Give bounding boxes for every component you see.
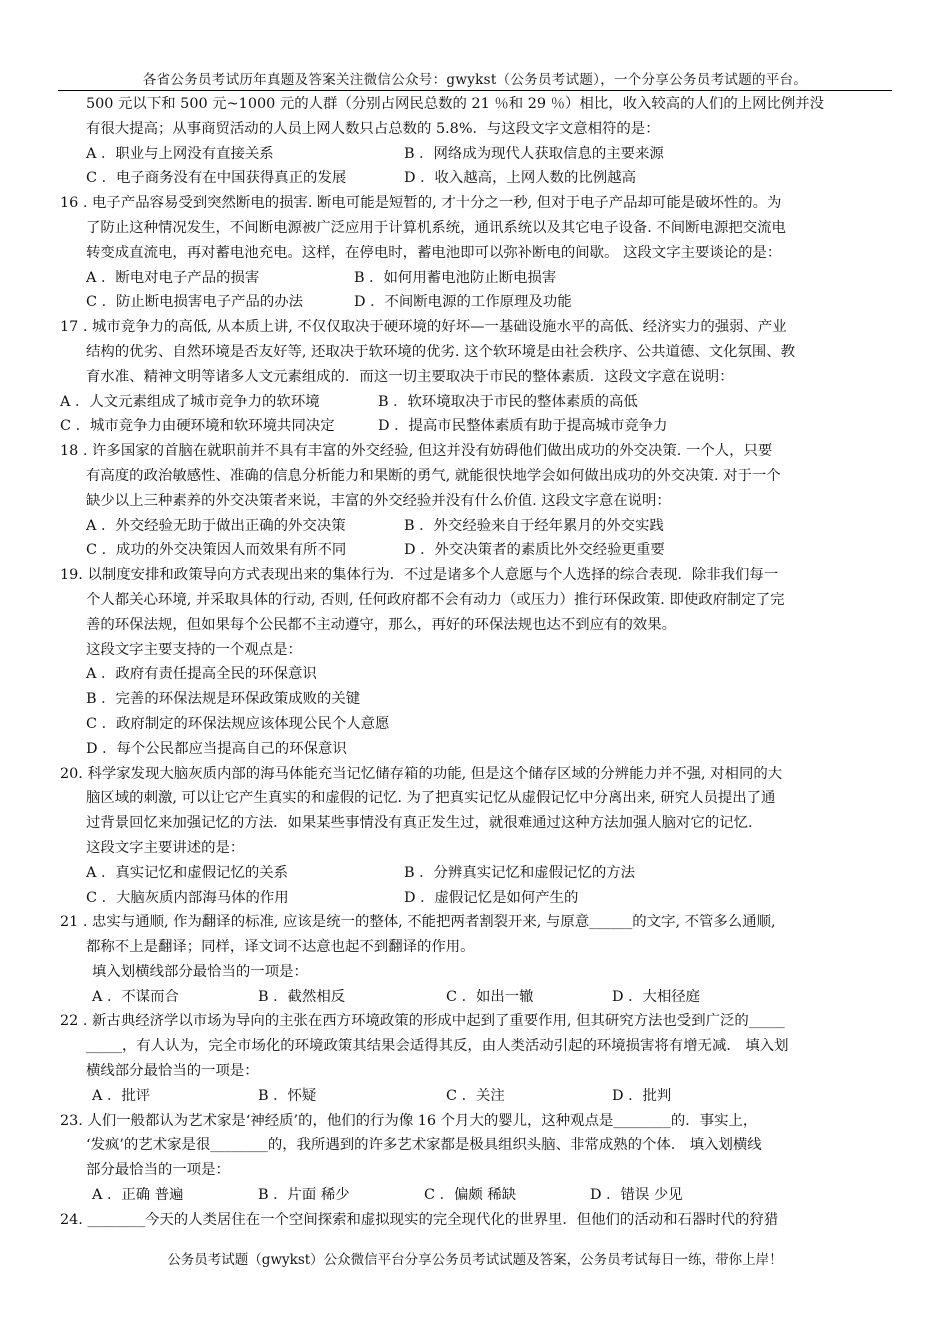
q17-text-line: 结构的优劣、自然环境是否友好等, 还取决于软环境的优劣. 这个软环境是由社会秩序、公共道德、文化氛围、教 bbox=[86, 343, 796, 360]
q23-option-a: A ．正确 普遍 bbox=[92, 1187, 184, 1204]
q21-prompt: 填入划横线部分最恰当的一项是： bbox=[92, 963, 308, 980]
q22-options-row bbox=[60, 1084, 892, 1109]
q15-option-a: A ．职业与上网没有直接关系 bbox=[86, 145, 274, 162]
q20-options-row bbox=[60, 861, 892, 886]
q15-options-row bbox=[60, 142, 892, 167]
q18-option-d: D ．外交决策者的素质比外交经验更重要 bbox=[404, 542, 665, 559]
q19-option-a: A ．政府有责任提高全民的环保意识 bbox=[86, 666, 317, 683]
q17-text-line: 育水准、精神文明等诸多人文元素组成的．而这一切主要取决于市民的整体素质．这段文字意在说明： bbox=[86, 368, 734, 385]
q18-text-line: 18 . 许多国家的首脑在就职前并不具有丰富的外交经验, 但这并没有妨碍他们做出成功的外交决策. 一个人，只要 bbox=[60, 443, 773, 460]
q20-text-line: 过背景回忆来加强记忆的方法．如果某些事情没有真正发生过，就很难通过这种方法加强人脑对它的记忆. bbox=[86, 815, 753, 832]
q21-text-line: 都称不上是翻译；同样，译文词不达意也起不到翻译的作用。 bbox=[86, 939, 475, 956]
q22-option-b: B ．怀疑 bbox=[258, 1087, 317, 1104]
q22-option-c: C ．关注 bbox=[446, 1087, 505, 1104]
q16-text-line: 了防止这种情况发生，不间断电源被广泛应用于计算机系统，通讯系统以及其它电子设备. 不间断电源把交流电 bbox=[86, 219, 786, 236]
q22-option-a: A ．批评 bbox=[92, 1087, 151, 1104]
q23-text-line: 23. 人们一般都认为艺术家是‘神经质’的，他们的行为像 16 个月大的婴儿，这种观点是________的．事实上， bbox=[60, 1112, 758, 1129]
q17-option-c: C ．城市竞争力由硬环境和软环境共同决定 bbox=[60, 418, 335, 435]
q16-option-b: B ．如何用蓄电池防止断电损害 bbox=[354, 269, 557, 286]
q20-text-line: 脑区域的刺激, 可以让它产生真实的和虚假的记忆. 为了把真实记忆从虚假记忆中分离出来, 研究人员提出了通 bbox=[86, 790, 776, 807]
q20-option-b: B ．分辨真实记忆和虚假记忆的方法 bbox=[404, 864, 636, 881]
q20-option-a: A ．真实记忆和虚假记忆的关系 bbox=[86, 864, 289, 881]
q22-option-d: D ．批判 bbox=[612, 1087, 672, 1104]
q17-options-row bbox=[60, 390, 892, 415]
q15-option-d: D ．收入越高，上网人数的比例越高 bbox=[404, 170, 636, 187]
q21-option-c: C ．如出一辙 bbox=[446, 988, 534, 1005]
q18-options-row bbox=[60, 538, 892, 563]
q22-text-line: _____，有人认为，完全市场化的环境政策其结果会适得其反，由人类活动引起的环境损害将有增无减． 填入划 bbox=[86, 1038, 789, 1055]
q18-option-c: C ．成功的外交决策因人而效果有所不同 bbox=[86, 542, 347, 559]
q23-text-line: ‘发疯’的艺术家是很________的，我所遇到的许多艺术家都是极具组织头脑、非常成熟的个体． 填入划横线 bbox=[86, 1137, 762, 1154]
q15-options-row bbox=[60, 166, 892, 191]
q15-option-b: B ．网络成为现代人获取信息的主要来源 bbox=[404, 145, 664, 162]
q24-text-line: 24. ________今天的人类居住在一个空间探索和虚拟现实的完全现代化的世界里．但他们的活动和石器时代的狩猎 bbox=[60, 1211, 779, 1228]
q19-text-line: 个人都关心环境, 并采取具体的行动, 否则, 任何政府都不会有动力（或压力）推行环保政策. 即使政府制定了完 bbox=[86, 591, 785, 608]
q17-option-b: B ．软环境取决于市民的整体素质的高低 bbox=[378, 393, 638, 410]
page-footer: 公务员考试题（gwykst）公众微信平台分享公务员考试试题及答案，公务员考试每日一练，带你上岸！ bbox=[167, 1252, 783, 1268]
q16-text-line: 转变成直流电，再对蓄电池充电。这样，在停电时，蓄电池即可以弥补断电的间歇。 这段文字主要谈论的是： bbox=[86, 244, 782, 261]
q19-option-b: B ．完善的环保法规是环保政策成败的关键 bbox=[86, 691, 361, 708]
q23-text-line: 部分最恰当的一项是： bbox=[86, 1162, 230, 1179]
q17-text-line: 17 . 城市竞争力的高低, 从本质上讲, 不仅仅取决于硬环境的好坏—一基础设施水平的高低、经济实力的强弱、产业 bbox=[60, 319, 787, 336]
q19-text-line: 善的环保法规，但如果每个公民都不主动遵守，那么，再好的环保法规也达不到应有的效果。 bbox=[86, 616, 677, 633]
q23-option-b: B ．片面 稀少 bbox=[258, 1187, 350, 1204]
q15-option-c: C ．电子商务没有在中国获得真正的发展 bbox=[86, 170, 347, 187]
q19-prompt: 这段文字主要支持的一个观点是： bbox=[86, 641, 302, 658]
q18-options-row bbox=[60, 514, 892, 539]
q16-text-line: 16 . 电子产品容易受到突然断电的损害. 断电可能是短暂的, 才十分之一秒, 但对于电子产品却可能是破坏性的。为 bbox=[60, 195, 782, 212]
q16-options-row bbox=[60, 290, 892, 315]
q23-options-row bbox=[60, 1183, 892, 1208]
q20-option-c: C ．大脑灰质内部海马体的作用 bbox=[86, 889, 289, 906]
q20-option-d: D ．虚假记忆是如何产生的 bbox=[404, 889, 579, 906]
q16-option-a: A ．断电对电子产品的损害 bbox=[86, 269, 260, 286]
q18-option-a: A ．外交经验无助于做出正确的外交决策 bbox=[86, 517, 346, 534]
q20-prompt: 这段文字主要讲述的是： bbox=[86, 839, 245, 856]
q17-option-d: D ．提高市民整体素质有助于提高城市竞争力 bbox=[378, 418, 668, 435]
q21-option-a: A ．不谋而合 bbox=[92, 988, 179, 1005]
q20-options-row bbox=[60, 886, 892, 911]
q22-text-line: 横线部分最恰当的一项是： bbox=[86, 1063, 259, 1080]
q21-option-d: D ．大相径庭 bbox=[612, 988, 701, 1005]
document-body bbox=[60, 92, 892, 1233]
q22-text-line: 22 . 新古典经济学以市场为导向的主张在西方环境政策的形成中起到了重要作用, 但其研究方法也受到广泛的_____ bbox=[60, 1013, 785, 1030]
q15-text-line: 有很大提高；从事商贸活动的人员上网人数只占总数的 5.8%．与这段文字文意相符的是： bbox=[86, 120, 660, 137]
q16-option-d: D ．不间断电源的工作原理及功能 bbox=[354, 294, 572, 311]
q18-option-b: B ．外交经验来自于经年累月的外交实践 bbox=[404, 517, 664, 534]
q21-option-b: B ．截然相反 bbox=[258, 988, 346, 1005]
q18-text-line: 缺少以上三种素养的外交决策者来说，丰富的外交经验并没有什么价值. 这段文字意在说明： bbox=[86, 492, 671, 509]
q16-options-row bbox=[60, 266, 892, 291]
q18-text-line: 有高度的政治敏感性、准确的信息分析能力和果断的勇气, 就能很快地学会如何做出成功的外交决策. 对于一个 bbox=[86, 467, 781, 484]
q17-options-row bbox=[60, 414, 892, 439]
q19-text-line: 19. 以制度安排和政策导向方式表现出来的集体行为．不过是诸多个人意愿与个人选择的综合表现．除非我们每一 bbox=[60, 567, 779, 584]
q17-option-a: A ．人文元素组成了城市竞争力的软环境 bbox=[60, 393, 320, 410]
q19-option-d: D ．每个公民都应当提高自己的环保意识 bbox=[86, 740, 347, 757]
q20-text-line: 20. 科学家发现大脑灰质内部的海马体能充当记忆储存箱的功能, 但是这个储存区域的分辨能力并不强, 对相同的大 bbox=[60, 765, 783, 782]
q21-options-row bbox=[60, 985, 892, 1010]
q21-text-line: 21 . 忠实与通顺, 作为翻译的标准, 应该是统一的整体, 不能把两者割裂开来, 与原意______的文字, 不管多么通顺, bbox=[60, 914, 776, 931]
q23-option-c: C ．偏颇 稀缺 bbox=[424, 1187, 517, 1204]
q15-text-line: 500 元以下和 500 元~1000 元的人群（分别占网民总数的 21 ％和 29 ％）相比，收入较高的人们的上网比例并没 bbox=[86, 96, 825, 112]
header-divider bbox=[58, 90, 892, 91]
q23-option-d: D ．错误 少见 bbox=[590, 1187, 683, 1204]
page-header: 各省公务员考试历年真题及答案关注微信公众号：gwykst（公务员考试题），一个分享公务员考试题的平台。 bbox=[142, 72, 808, 88]
q19-option-c: C ．政府制定的环保法规应该体现公民个人意愿 bbox=[86, 715, 390, 732]
q16-option-c: C ．防止断电损害电子产品的办法 bbox=[86, 294, 304, 311]
